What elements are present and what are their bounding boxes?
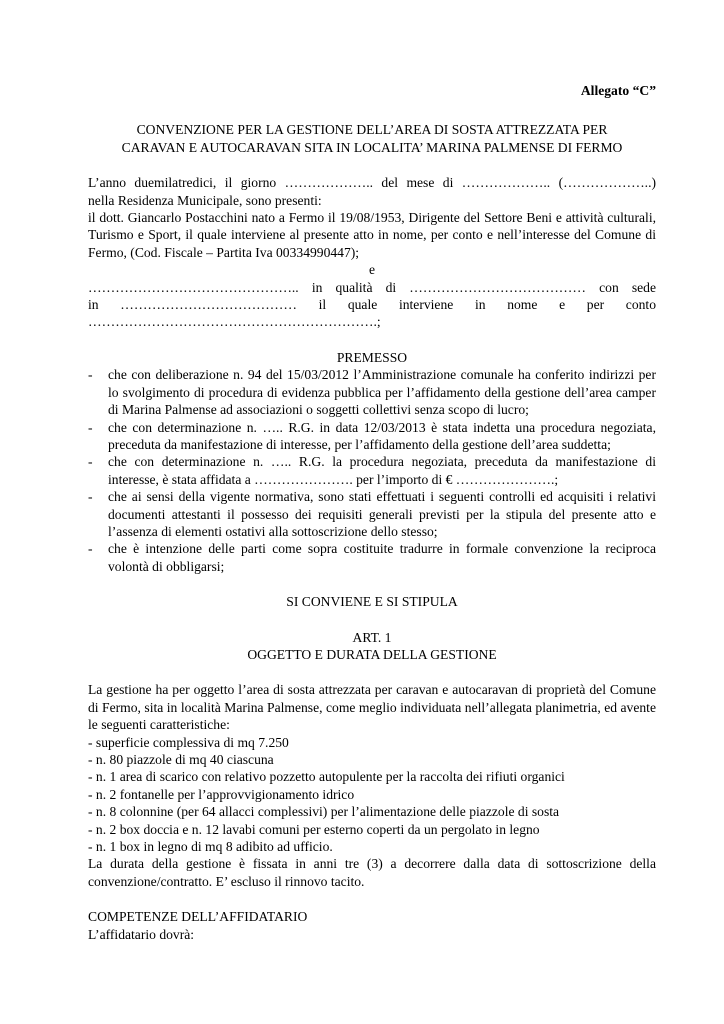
feature-item: - n. 80 piazzole di mq 40 ciascuna xyxy=(88,752,274,767)
title-line-1: CONVENZIONE PER LA GESTIONE DELL’AREA DI SOSTA ATTREZZATA PER xyxy=(136,122,608,138)
competenze-intro: L’affidatario dovrà: xyxy=(88,926,195,942)
document-page xyxy=(88,82,656,943)
list-item: - che con determinazione n. ….. R.G. in data 12/03/2013 è stata indetta una procedura negoziata, preceduta da manifestazione di interesse, per l’affidamento della gestione dell’area suddetta; xyxy=(88,419,656,454)
feature-item: - n. 8 colonnine (per 64 allacci complessivi) per l’alimentazione delle piazzole di sosta xyxy=(88,804,560,820)
art1-heading: OGGETTO E DURATA DELLA GESTIONE xyxy=(247,646,497,662)
allegato-label: Allegato “C” xyxy=(580,83,656,98)
intro-section xyxy=(88,174,656,331)
premesso-heading: PREMESSO xyxy=(336,349,408,365)
feature-item: - n. 2 fontanelle per l’approvvigionamento idrico xyxy=(88,786,355,802)
art1-paragraph: La gestione ha per oggetto l’area di sosta attrezzata per caravan e autocaravan di proprietà del Comune di Fermo, sita in località Marina Palmense, come meglio individuata nell’allegata planimetria, ed avente le seguenti caratteristiche: xyxy=(88,682,656,733)
list-item: - che con determinazione n. ….. R.G. la procedura negoziata, preceduta da manifestazione di interesse, è stata affidata a …………………. per l’importo di € ………………….; xyxy=(88,453,656,488)
list-item: - che con deliberazione n. 94 del 15/03/2012 l’Amministrazione comunale ha conferito indirizzi per lo svolgimento di procedura di evidenza pubblica per l’affidamento della gestione dell’area camper di Marina Palmense ad associazioni o soggetti collettivi senza scopo di lucro; xyxy=(88,366,656,418)
competenze-heading: COMPETENZE DELL’AFFIDATARIO xyxy=(88,909,308,925)
art1-number: ART. 1 xyxy=(352,629,392,645)
document-title xyxy=(88,121,656,156)
list-item: - che ai sensi della vigente normativa, sono stati effettuati i seguenti controlli ed acquisiti i relativi documenti attestanti il possesso dei requisiti generali previsti per la stipula del presente atto e l’assenza di elementi ostativi alla sottoscrizione dello stesso; xyxy=(88,488,656,540)
title-line-2: CARAVAN E AUTOCARAVAN SITA IN LOCALITA’ MARINA PALMENSE DI FERMO xyxy=(121,139,623,155)
list-item: - che è intenzione delle parti come sopra costituite tradurre in formale convenzione la reciproca volontà di obbligarsi; xyxy=(88,540,656,575)
intro-dirigente-paragraph: il dott. Giancarlo Postacchini nato a Fermo il 19/08/1953, Dirigente del Settore Beni e attività culturali, Turismo e Sport, il quale interviene al presente atto in nome, per conto e nell’interesse del Comune di Fermo, (Cod. Fiscale – Partita Iva 00334990447); xyxy=(88,210,656,260)
intro-date-line: L’anno duemilatredici, il giorno ……………….. del mese di ……………….. (………………..) xyxy=(88,175,656,191)
feature-item: - n. 2 box doccia e n. 12 lavabi comuni per esterno coperti da un pergolato in legno xyxy=(88,821,540,837)
art1-features xyxy=(88,734,656,856)
art1-durata: La durata della gestione è fissata in anni tre (3) a decorrere dalla data di sottoscrizione della convenzione/contratto. E’ escluso il rinnovo tacito. xyxy=(88,856,656,889)
party-line-3: ……………………………………………………….; xyxy=(88,314,381,330)
intro-conjunction: e xyxy=(368,262,376,278)
feature-item: - superficie complessiva di mq 7.250 xyxy=(88,734,289,750)
party-line-1: ……………………………………….. in qualità di ………………………………… con sede xyxy=(88,279,656,295)
party-line-2: in ………………………………… il quale interviene in nome e per conto xyxy=(88,297,656,313)
stipula-heading: SI CONVIENE E SI STIPULA xyxy=(286,594,458,610)
intro-presence-line: nella Residenza Municipale, sono presenti: xyxy=(88,192,322,208)
premesso-list xyxy=(88,366,656,575)
feature-item: - n. 1 box in legno di mq 8 adibito ad ufficio. xyxy=(88,839,333,855)
feature-item: - n. 1 area di scarico con relativo pozzetto autopulente per la raccolta dei rifiuti organici xyxy=(88,769,565,785)
